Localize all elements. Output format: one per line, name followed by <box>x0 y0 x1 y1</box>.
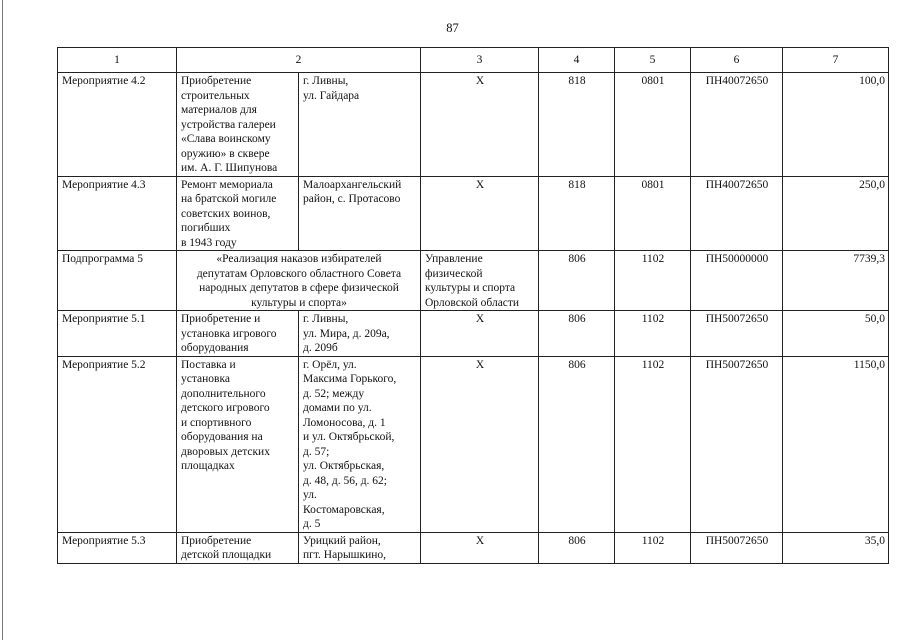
row-address: г. Орёл, ул. Максима Горького, д. 52; между домами по ул. Ломоносова, д. 1 и ул. Октябрьской, д. 57; ул. Октябрьская, д. 48, д. 56, д. 62; ул. Костомаровская, д. 5 <box>299 356 421 532</box>
row-col6: ПН50072650 <box>691 532 783 563</box>
row-executor: Х <box>421 176 539 251</box>
row-amount: 35,0 <box>783 532 889 563</box>
row-description: Приобретение строительных материалов для устройства галереи «Слава воинскому оружию» в сквере им. А. Г. Шипунова <box>177 73 299 177</box>
row-executor: Х <box>421 356 539 532</box>
row-col4: 806 <box>539 311 615 357</box>
table-row-activity-4-2 <box>58 73 889 177</box>
column-header-6: 6 <box>691 48 783 73</box>
row-executor: Х <box>421 73 539 177</box>
row-col4: 806 <box>539 356 615 532</box>
row-name: Мероприятие 5.1 <box>58 311 177 357</box>
table-row-activity-5-2 <box>58 356 889 532</box>
row-amount: 50,0 <box>783 311 889 357</box>
column-header-row <box>58 48 889 73</box>
row-col5: 0801 <box>615 176 691 251</box>
row-executor: Х <box>421 532 539 563</box>
column-header-2: 2 <box>177 48 421 73</box>
row-name: Мероприятие 5.3 <box>58 532 177 563</box>
table-row-activity-5-1 <box>58 311 889 357</box>
row-description: Приобретение детской площадки <box>177 532 299 563</box>
row-col5: 1102 <box>615 311 691 357</box>
row-col4: 818 <box>539 176 615 251</box>
row-col6: ПН40072650 <box>691 73 783 177</box>
row-amount: 100,0 <box>783 73 889 177</box>
table-row-activity-5-3 <box>58 532 889 563</box>
row-col6: ПН50072650 <box>691 356 783 532</box>
column-header-4: 4 <box>539 48 615 73</box>
row-address: г. Ливны, ул. Гайдара <box>299 73 421 177</box>
row-executor: Х <box>421 311 539 357</box>
row-col6: ПН50000000 <box>691 251 783 311</box>
row-address: г. Ливны, ул. Мира, д. 209а, д. 209б <box>299 311 421 357</box>
row-name: Мероприятие 5.2 <box>58 356 177 532</box>
row-col5: 1102 <box>615 356 691 532</box>
row-name: Подпрограмма 5 <box>58 251 177 311</box>
column-header-3: 3 <box>421 48 539 73</box>
row-description: Приобретение и установка игрового оборудования <box>177 311 299 357</box>
row-description: Ремонт мемориала на братской могиле советских воинов, погибших в 1943 году <box>177 176 299 251</box>
row-col6: ПН50072650 <box>691 311 783 357</box>
row-col5: 1102 <box>615 532 691 563</box>
row-name: Мероприятие 4.3 <box>58 176 177 251</box>
column-header-5: 5 <box>615 48 691 73</box>
row-address: Урицкий район, пгт. Нарышкино, <box>299 532 421 563</box>
page-number: 87 <box>446 21 459 35</box>
table-row-subprogram-5 <box>58 251 889 311</box>
budget-table <box>57 47 889 564</box>
row-col4: 806 <box>539 532 615 563</box>
row-name: Мероприятие 4.2 <box>58 73 177 177</box>
scan-edge-line <box>2 0 3 640</box>
row-description: Поставка и установка дополнительного детского игрового и спортивного оборудования на дворовых детских площадках <box>177 356 299 532</box>
row-amount: 250,0 <box>783 176 889 251</box>
row-col6: ПН40072650 <box>691 176 783 251</box>
column-header-1: 1 <box>58 48 177 73</box>
row-col4: 806 <box>539 251 615 311</box>
row-amount: 7739,3 <box>783 251 889 311</box>
column-header-7: 7 <box>783 48 889 73</box>
row-address: Малоархангельский район, с. Протасово <box>299 176 421 251</box>
row-amount: 1150,0 <box>783 356 889 532</box>
row-col5: 1102 <box>615 251 691 311</box>
table-row-activity-4-3 <box>58 176 889 251</box>
row-executor: Управление физической культуры и спорта Орловской области <box>421 251 539 311</box>
row-col4: 818 <box>539 73 615 177</box>
row-description: «Реализация наказов избирателей депутатам Орловского областного Совета народных депутатов в сфере физической культуры и спорта» <box>177 251 421 311</box>
row-col5: 0801 <box>615 73 691 177</box>
